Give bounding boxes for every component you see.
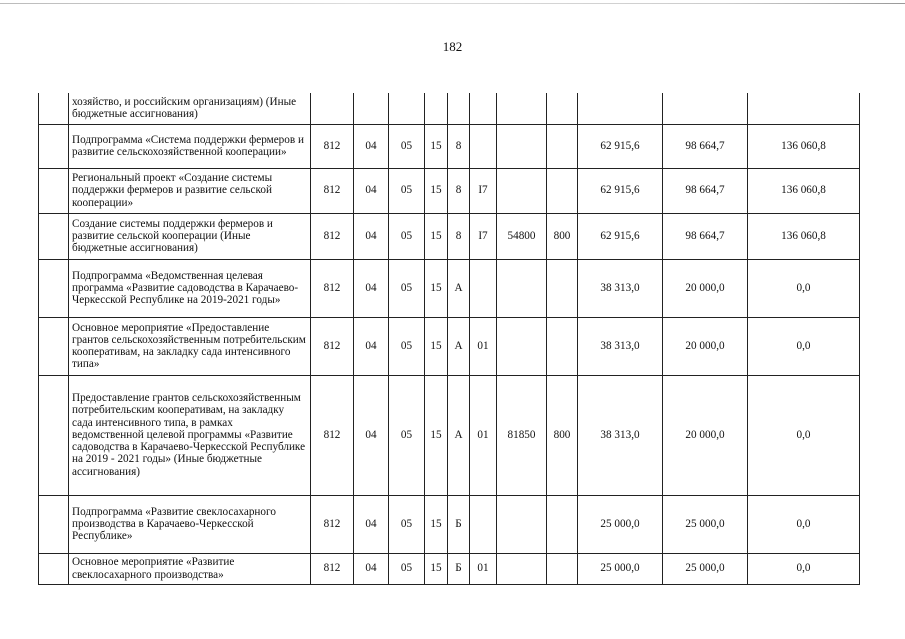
table-row: [39, 124, 860, 168]
page-number: 182: [442, 39, 463, 54]
direction-code: [497, 317, 547, 375]
activity-code: I7: [470, 168, 497, 213]
program-code: 15: [425, 553, 448, 584]
sum-year-2: 25 000,0: [663, 495, 748, 553]
section-code: 04: [354, 213, 389, 259]
sum-year-1: 62 915,6: [578, 213, 663, 259]
scan-top-edge: [0, 3, 905, 4]
table-row: [39, 168, 860, 213]
direction-code: [497, 168, 547, 213]
sum-year-2: 98 664,7: [663, 124, 748, 168]
program-code: [425, 93, 448, 124]
sum-year-1: [578, 93, 663, 124]
sum-year-3: 0,0: [748, 375, 860, 495]
subprogram-code: Б: [448, 495, 470, 553]
subprogram-code: 8: [448, 168, 470, 213]
subsection-code: 05: [389, 495, 425, 553]
activity-code: [470, 495, 497, 553]
budget-table: [38, 93, 860, 585]
section-code: 04: [354, 124, 389, 168]
row-name: хозяйство, и российским организациям) (Иные бюджетные ассигнования): [69, 93, 311, 124]
program-code: 15: [425, 495, 448, 553]
ved-code: 812: [311, 495, 354, 553]
sum-year-3: [748, 93, 860, 124]
ved-code: 812: [311, 375, 354, 495]
direction-code: [497, 93, 547, 124]
activity-code: I7: [470, 213, 497, 259]
row-index-cell: [39, 93, 69, 124]
direction-code: [497, 124, 547, 168]
activity-code: 01: [470, 317, 497, 375]
row-name: Предоставление грантов сельскохозяйственным потребительским кооперативам, на закладку сада интенсивного типа, в рамках ведомственной целевой программы «Развитие садоводства в Карачаево-Черкесской Республике на 2019 - 2021 годы» (Иные бюджетные ассигнования): [69, 375, 311, 495]
row-name: Создание системы поддержки фермеров и развитие сельской кооперации (Иные бюджетные ассигнования): [69, 213, 311, 259]
ved-code: 812: [311, 553, 354, 584]
direction-code: [497, 553, 547, 584]
section-code: 04: [354, 553, 389, 584]
subprogram-code: 8: [448, 213, 470, 259]
sum-year-2: 98 664,7: [663, 213, 748, 259]
program-code: 15: [425, 168, 448, 213]
activity-code: [470, 93, 497, 124]
row-index-cell: [39, 553, 69, 584]
sum-year-2: 98 664,7: [663, 168, 748, 213]
table-row: [39, 93, 860, 124]
program-code: 15: [425, 259, 448, 317]
sum-year-3: 0,0: [748, 495, 860, 553]
ved-code: 812: [311, 168, 354, 213]
sum-year-3: 0,0: [748, 259, 860, 317]
row-name: Подпрограмма «Ведомственная целевая программа «Развитие садоводства в Карачаево-Черкесской Республике на 2019-2021 годы»: [69, 259, 311, 317]
expense-type-code: 800: [547, 213, 578, 259]
ved-code: 812: [311, 124, 354, 168]
row-name: Основное мероприятие «Предоставление грантов сельскохозяйственным потребительским кооперативам, на закладку сада интенсивного типа»: [69, 317, 311, 375]
expense-type-code: [547, 317, 578, 375]
sum-year-1: 25 000,0: [578, 495, 663, 553]
subprogram-code: 8: [448, 124, 470, 168]
subprogram-code: [448, 93, 470, 124]
expense-type-code: 800: [547, 375, 578, 495]
sum-year-1: 62 915,6: [578, 168, 663, 213]
program-code: 15: [425, 124, 448, 168]
section-code: 04: [354, 259, 389, 317]
sum-year-1: 62 915,6: [578, 124, 663, 168]
direction-code: 54800: [497, 213, 547, 259]
expense-type-code: [547, 168, 578, 213]
sum-year-2: 25 000,0: [663, 553, 748, 584]
sum-year-3: 136 060,8: [748, 124, 860, 168]
table-row: [39, 495, 860, 553]
section-code: [354, 93, 389, 124]
direction-code: 81850: [497, 375, 547, 495]
sum-year-3: 136 060,8: [748, 168, 860, 213]
row-name: Подпрограмма «Развитие свеклосахарного производства в Карачаево-Черкесской Республике»: [69, 495, 311, 553]
expense-type-code: [547, 553, 578, 584]
sum-year-3: 0,0: [748, 317, 860, 375]
section-code: 04: [354, 375, 389, 495]
program-code: 15: [425, 213, 448, 259]
subsection-code: 05: [389, 213, 425, 259]
subprogram-code: Б: [448, 553, 470, 584]
sum-year-3: 0,0: [748, 553, 860, 584]
row-name: Подпрограмма «Система поддержки фермеров и развитие сельскохозяйственной кооперации»: [69, 124, 311, 168]
row-name: Региональный проект «Создание системы поддержки фермеров и развитие сельской кооперации»: [69, 168, 311, 213]
row-index-cell: [39, 124, 69, 168]
table-row: [39, 553, 860, 584]
subsection-code: 05: [389, 375, 425, 495]
subsection-code: 05: [389, 553, 425, 584]
ved-code: 812: [311, 213, 354, 259]
sum-year-2: [663, 93, 748, 124]
activity-code: 01: [470, 375, 497, 495]
sum-year-3: 136 060,8: [748, 213, 860, 259]
ved-code: [311, 93, 354, 124]
ved-code: 812: [311, 259, 354, 317]
activity-code: [470, 124, 497, 168]
row-index-cell: [39, 375, 69, 495]
subsection-code: 05: [389, 259, 425, 317]
program-code: 15: [425, 375, 448, 495]
sum-year-2: 20 000,0: [663, 317, 748, 375]
ved-code: 812: [311, 317, 354, 375]
subsection-code: [389, 93, 425, 124]
sum-year-1: 25 000,0: [578, 553, 663, 584]
sum-year-2: 20 000,0: [663, 259, 748, 317]
row-index-cell: [39, 317, 69, 375]
row-index-cell: [39, 259, 69, 317]
table-row: [39, 213, 860, 259]
row-index-cell: [39, 495, 69, 553]
activity-code: [470, 259, 497, 317]
direction-code: [497, 495, 547, 553]
expense-type-code: [547, 495, 578, 553]
sum-year-1: 38 313,0: [578, 259, 663, 317]
direction-code: [497, 259, 547, 317]
section-code: 04: [354, 168, 389, 213]
expense-type-code: [547, 124, 578, 168]
program-code: 15: [425, 317, 448, 375]
sum-year-1: 38 313,0: [578, 375, 663, 495]
table-row: [39, 259, 860, 317]
table-row: [39, 317, 860, 375]
subsection-code: 05: [389, 317, 425, 375]
subsection-code: 05: [389, 124, 425, 168]
row-name: Основное мероприятие «Развитие свеклосахарного производства»: [69, 553, 311, 584]
row-index-cell: [39, 168, 69, 213]
sum-year-1: 38 313,0: [578, 317, 663, 375]
section-code: 04: [354, 495, 389, 553]
subsection-code: 05: [389, 168, 425, 213]
subprogram-code: А: [448, 259, 470, 317]
activity-code: 01: [470, 553, 497, 584]
expense-type-code: [547, 259, 578, 317]
subprogram-code: А: [448, 317, 470, 375]
sum-year-2: 20 000,0: [663, 375, 748, 495]
subprogram-code: А: [448, 375, 470, 495]
table-row: [39, 375, 860, 495]
expense-type-code: [547, 93, 578, 124]
section-code: 04: [354, 317, 389, 375]
row-index-cell: [39, 213, 69, 259]
